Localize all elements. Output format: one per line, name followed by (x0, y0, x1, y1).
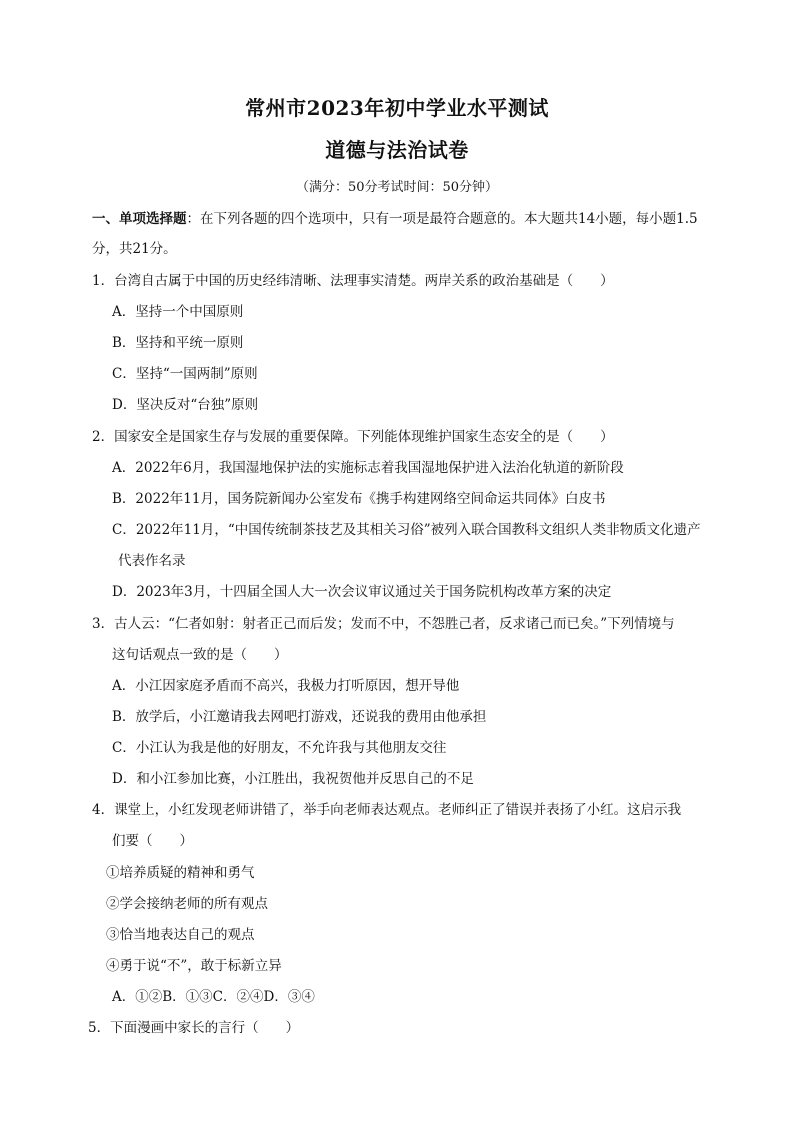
question-3-option-d: D．和小江参加比赛，小江胜出，我祝贺他并反思自己的不足 (112, 771, 474, 787)
question-1-stem: 1．台湾自古属于中国的历史经纬清晰、法理事实清楚。两岸关系的政治基础是（ ） (92, 273, 614, 289)
question-4-item-3: ③恰当地表达自己的观点 (106, 927, 255, 943)
question-4-stem-cont: 们要（ ） (112, 833, 193, 849)
exam-subject: 道德与法治试卷 (325, 138, 469, 162)
question-3-stem-cont: 这句话观点一致的是（ ） (112, 647, 288, 663)
question-4-options: A．①②B．①③C．②④D．③④ (112, 989, 315, 1005)
section-intro (92, 210, 698, 228)
question-4-item-1: ①培养质疑的精神和勇气 (106, 865, 255, 881)
question-4-item-2: ②学会接纳老师的所有观点 (106, 896, 268, 912)
question-5-stem: 5．下面漫画中家长的言行（ ） (88, 1020, 300, 1036)
question-2-option-c: C．2022年11月，“中国传统制茶技艺及其相关习俗”被列入联合国教科文组织人类非物质文化遗产 (112, 522, 701, 538)
question-2-option-d: D．2023年3月，十四届全国人大一次会议审议通过关于国务院机构改革方案的决定 (112, 584, 612, 600)
question-1-option-a: A．坚持一个中国原则 (112, 304, 244, 320)
section-heading: 一、单项选择题 (92, 211, 187, 227)
question-3-option-b: B．放学后，小江邀请我去网吧打游戏，还说我的费用由他承担 (112, 709, 487, 725)
question-4-item-4: ④勇于说“不”，敢于标新立异 (106, 958, 282, 974)
question-3-option-c: C．小江认为我是他的好朋友，不允许我与其他朋友交往 (112, 740, 447, 756)
question-2-option-b: B．2022年11月，国务院新闻办公室发布《携手构建网络空间命运共同体》白皮书 (112, 491, 606, 507)
question-2-option-c-cont: 代表作名录 (118, 553, 186, 569)
exam-title: 常州市2023年初中学业水平测试 (245, 96, 549, 120)
question-1-option-b: B．坚持和平统一原则 (112, 335, 244, 351)
question-2-stem: 2．国家安全是国家生存与发展的重要保障。下列能体现维护国家生态安全的是（ ） (92, 429, 614, 445)
section-intro-text: ：在下列各题的四个选项中，只有一项是最符合题意的。本大题共14小题，每小题1.5 (186, 211, 698, 227)
question-2-option-a: A．2022年6月，我国湿地保护法的实施标志着我国湿地保护进入法治化轨道的新阶段 (112, 460, 624, 476)
exam-info: （满分：50分考试时间：50分钟） (295, 180, 499, 195)
section-intro-line2: 分，共21分。 (92, 241, 177, 257)
question-3-stem: 3．古人云：“仁者如射：射者正己而后发；发而不中，不怨胜己者，反求诸己而已矣。”下列情境与 (92, 616, 675, 632)
question-1-option-d: D．坚决反对“台独”原则 (112, 397, 259, 413)
question-1-option-c: C．坚持“一国两制”原则 (112, 366, 258, 382)
question-3-option-a: A．小江因家庭矛盾而不高兴，我极力打听原因，想开导他 (112, 678, 460, 694)
question-4-stem: 4．课堂上，小红发现老师讲错了，举手向老师表达观点。老师纠正了错误并表扬了小红。这启示我 (92, 802, 682, 818)
